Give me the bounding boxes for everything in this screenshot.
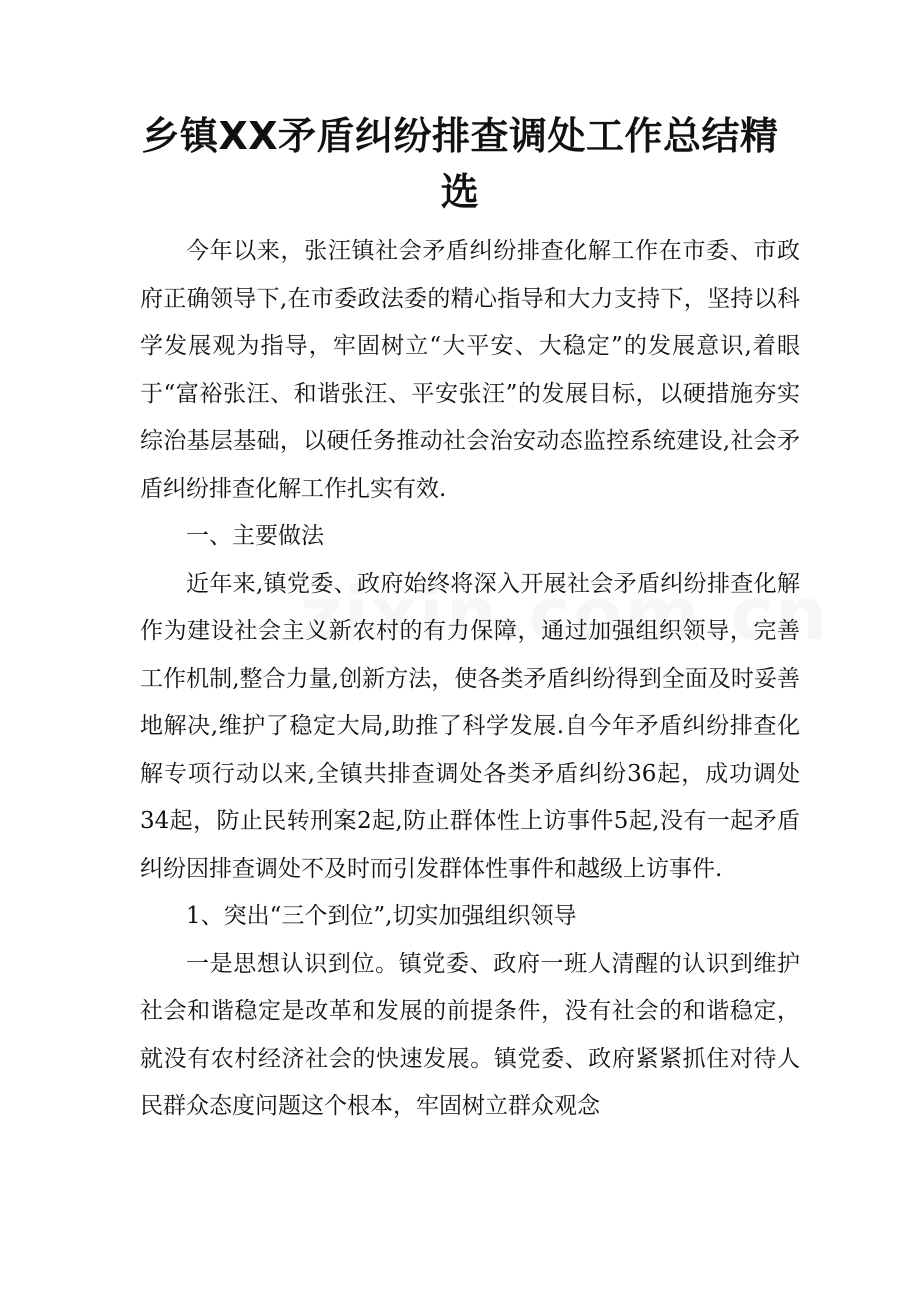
subsection-heading-three-in-place: 1、突出“三个到位”,切实加强组织领导	[186, 903, 577, 929]
ideology-paragraph: 一是思想认识到位。镇党委、政府一班人清醒的认识到维护社会和谐稳定是改革和发展的前提条件，没有社会的和谐稳定，就没有农村经济社会的快速发展。镇党委、政府紧紧抓住对待人民群众态度问题这个根本，牢固树立群众观念	[140, 950, 800, 1119]
document-body	[140, 228, 800, 1131]
section-heading-main-practices: 一、主要做法	[186, 523, 324, 549]
intro-paragraph: 今年以来，张汪镇社会矛盾纠纷排查化解工作在市委、市政府正确领导下,在市委政法委的精心指导和大力支持下，坚持以科学发展观为指导，牢固树立“大平安、大稳定”的发展意识,着眼于“富裕张汪、和谐张汪、平安张汪”的发展目标，以硬措施夯实综治基层基础，以硬任务推动社会治安动态监控系统建设,社会矛盾纠纷排查化解工作扎实有效.	[140, 238, 800, 502]
practices-paragraph: 近年来,镇党委、政府始终将深入开展社会矛盾纠纷排查化解作为建设社会主义新农村的有力保障，通过加强组织领导，完善工作机制,整合力量,创新方法，使各类矛盾纠纷得到全面及时妥善地解决,维护了稳定大局,助推了科学发展.自今年矛盾纠纷排查化解专项行动以来,全镇共排查调处各类矛盾纠纷36起，成功调处34起，防止民转刑案2起,防止群体性上访事件5起,没有一起矛盾纠纷因排查调处不及时而引发群体性事件和越级上访事件.	[140, 570, 800, 882]
document-title: 乡镇XX矛盾纠纷排查调处工作总结精选	[141, 114, 779, 214]
